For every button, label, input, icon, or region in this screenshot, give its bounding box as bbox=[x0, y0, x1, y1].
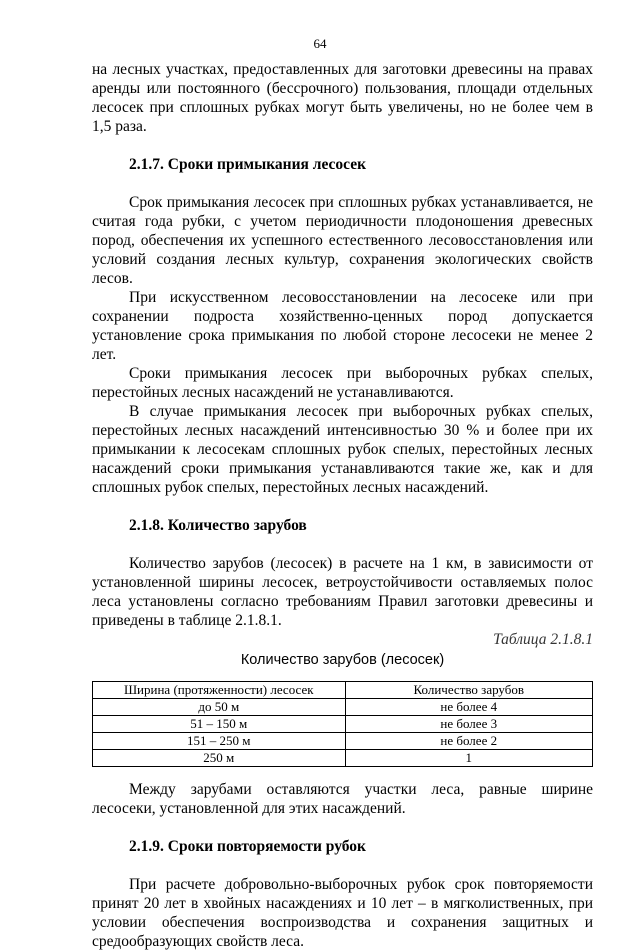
page-number: 64 bbox=[313, 36, 327, 51]
table-cell-count: не более 4 bbox=[345, 699, 593, 716]
table-header-count: Количество зарубов bbox=[345, 682, 593, 699]
table-row bbox=[93, 750, 593, 767]
section-2-1-7-paragraph-2: При искусственном лесовосстановлении на лесосеке или при сохранении подроста хозяйственно-ценных пород допускается установление срока примыкания по любой стороне лесосеки не менее 2 лет. bbox=[92, 289, 593, 363]
table-row bbox=[93, 733, 593, 750]
table-cell-count: не более 3 bbox=[345, 716, 593, 733]
section-2-1-7-paragraph-4: В случае примыкания лесосек при выборочных рубках спелых, перестойных лесных насаждений интенсивностью 30 % и более при их примыкании к лесосекам сплошных рубок спелых, перестойных лесных насаждений сроки примыкания устанавливаются такие же, как и для сплошных рубок спелых, перестойных лесных насаждений. bbox=[92, 403, 593, 496]
page-content bbox=[92, 60, 593, 951]
section-heading-2-1-7: 2.1.7. Сроки примыкания лесосек bbox=[129, 156, 367, 173]
table-row bbox=[93, 699, 593, 716]
section-2-1-7-paragraph-1: Срок примыкания лесосек при сплошных рубках устанавливается, не считая года рубки, с учетом периодичности плодоношения древесных пород, обеспечения их успешного естественного лесовосстановления или условий создания лесных культур, сохранения экологических свойств лесов. bbox=[92, 194, 593, 287]
table-cell-count: 1 bbox=[345, 750, 593, 767]
section-heading-2-1-8: 2.1.8. Количество зарубов bbox=[129, 517, 307, 534]
section-2-1-8-paragraph: Количество зарубов (лесосек) в расчете на 1 км, в зависимости от установленной ширины лесосек, ветроустойчивости оставляемых полос леса установлены согласно требованиям Правил заготовки древесины и приведены в таблице 2.1.8.1. bbox=[92, 555, 593, 629]
table-cell-width: до 50 м bbox=[93, 699, 346, 716]
table-title: Количество зарубов (лесосек) bbox=[240, 652, 445, 668]
section-heading-2-1-9: 2.1.9. Сроки повторяемости рубок bbox=[129, 838, 366, 855]
table-row bbox=[93, 716, 593, 733]
table-header-row bbox=[93, 682, 593, 699]
cuts-count-table bbox=[92, 681, 593, 767]
table-cell-width: 51 – 150 м bbox=[93, 716, 346, 733]
table-cell-count: не более 2 bbox=[345, 733, 593, 750]
section-2-1-8-after-paragraph: Между зарубами оставляются участки леса, равные ширине лесосеки, установленной для этих насаждений. bbox=[92, 781, 593, 817]
section-2-1-7-paragraph-3: Сроки примыкания лесосек при выборочных рубках спелых, перестойных лесных насаждений не устанавливаются. bbox=[92, 365, 593, 401]
table-cell-width: 250 м bbox=[93, 750, 346, 767]
section-2-1-9-paragraph: При расчете добровольно-выборочных рубок срок повторяемости принят 20 лет в хвойных насаждениях и 10 лет – в мягколиственных, при условии обеспечения воспроизводства и сохранения защитных и средообразующих свойств леса. bbox=[92, 876, 593, 950]
table-header-width: Ширина (протяженности) лесосек bbox=[93, 682, 346, 699]
table-cell-width: 151 – 250 м bbox=[93, 733, 346, 750]
intro-paragraph: на лесных участках, предоставленных для заготовки древесины на правах аренды или постоянного (бессрочного) пользования, площади отдельных лесосек при сплошных рубках могут быть увеличены, но не более чем в 1,5 раза. bbox=[92, 61, 593, 135]
table-label: Таблица 2.1.8.1 bbox=[493, 631, 593, 648]
